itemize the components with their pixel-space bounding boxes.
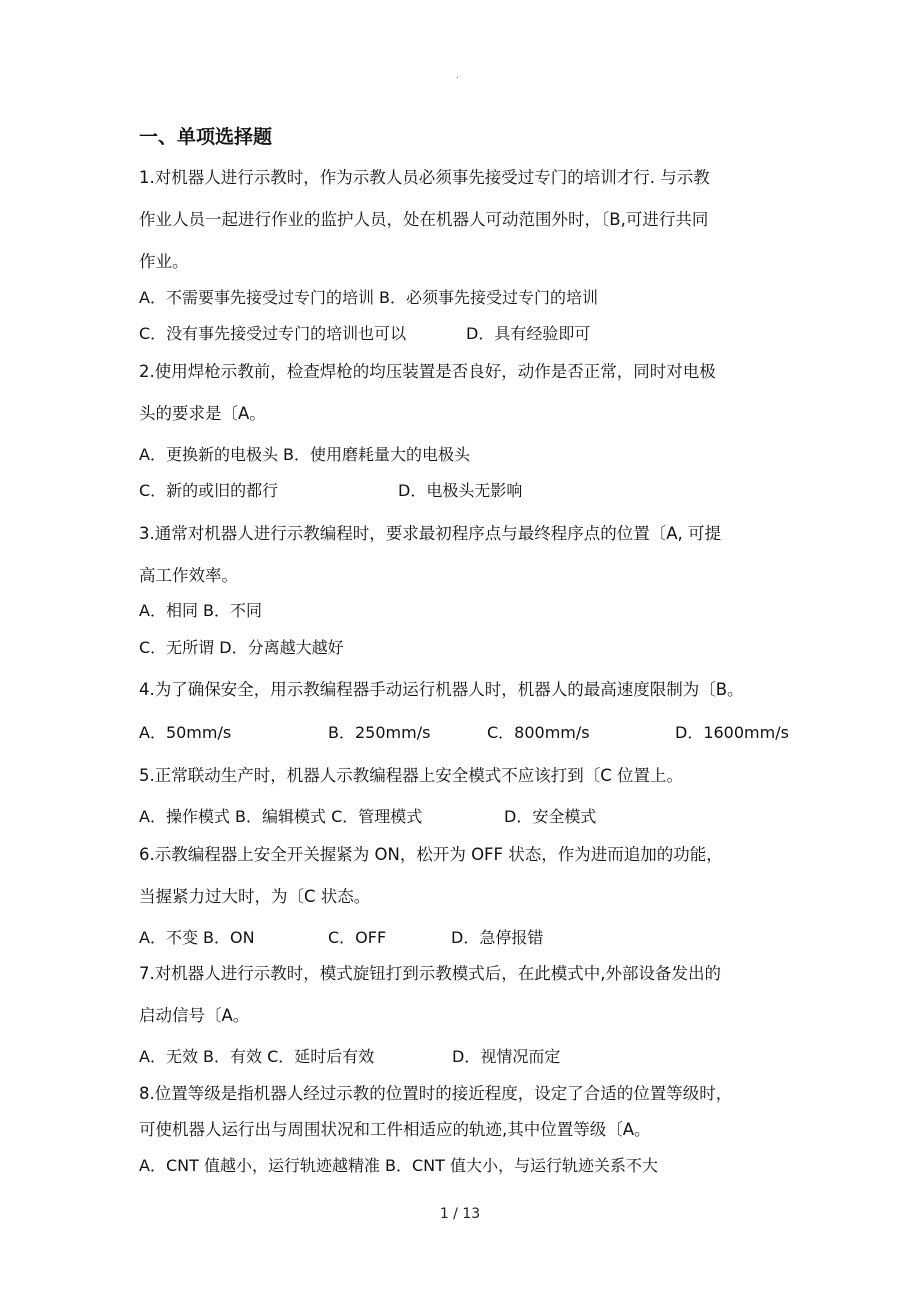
question-2-option-d: D．电极头无影响: [398, 481, 523, 500]
question-2-line-1: 2.使用焊枪示教前，检查焊枪的均压装置是否良好，动作是否正常，同时对电极: [139, 362, 716, 381]
question-3-options-cd: C．无所谓 D．分离越大越好: [139, 638, 344, 657]
question-3-options-ab: A．相同 B．不同: [139, 601, 263, 620]
question-4-option-c: C．800mm/s: [487, 723, 590, 742]
question-6-line-1: 6.示教编程器上安全开关握紧为 ON，松开为 OFF 状态，作为进而追加的功能，: [139, 845, 723, 864]
section-title: 一、单项选择题: [139, 126, 273, 148]
question-6-option-c: C．OFF: [328, 928, 387, 947]
question-5-line-1: 5.正常联动生产时，机器人示教编程器上安全模式不应该打到〔C 位置上。: [139, 766, 684, 785]
page-number: 1 / 13: [439, 1206, 481, 1222]
question-6-option-d: D．急停报错: [451, 928, 544, 947]
question-6-options-ab: A．不变 B．ON: [139, 928, 255, 947]
question-7-line-2: 启动信号〔A。: [139, 1006, 250, 1025]
question-1-option-d: D．具有经验即可: [466, 324, 591, 343]
question-4-option-b: B．250mm/s: [328, 723, 431, 742]
question-5-option-d: D．安全模式: [504, 807, 597, 826]
question-4-line-1: 4.为了确保安全，用示教编程器手动运行机器人时，机器人的最高速度限制为〔B。: [139, 680, 744, 699]
question-8-line-2: 可使机器人运行出与周围状况和工件相适应的轨迹,其中位置等级〔A。: [139, 1120, 651, 1139]
question-2-options-ab: A．更换新的电极头 B．使用磨耗量大的电极头: [139, 445, 471, 464]
question-3-line-2: 高工作效率。: [139, 566, 238, 585]
question-3-line-1: 3.通常对机器人进行示教编程时，要求最初程序点与最终程序点的位置〔A, 可提: [139, 524, 722, 543]
question-7-option-d: D．视情况而定: [452, 1047, 561, 1066]
question-8-options-ab: A．CNT 值越小，运行轨迹越精准 B．CNT 值大小，与运行轨迹关系不大: [139, 1156, 659, 1175]
question-1-line-1: 1.对机器人进行示教时，作为示教人员必须事先接受过专门的培训才行. 与示教: [139, 168, 710, 187]
question-2-line-2: 头的要求是〔A。: [139, 404, 266, 423]
question-1-line-3: 作业。: [139, 252, 189, 271]
question-5-options-abc: A．操作模式 B．编辑模式 C．管理模式: [139, 807, 423, 826]
header-mark: .: [456, 70, 460, 81]
question-7-options-abc: A．无效 B．有效 C．延时后有效: [139, 1047, 375, 1066]
question-2-option-c: C．新的或旧的都行: [139, 481, 279, 500]
question-6-line-2: 当握紧力过大时，为〔C 状态。: [139, 887, 371, 906]
question-4-option-d: D．1600mm/s: [675, 723, 789, 742]
question-1-option-c: C．没有事先接受过专门的培训也可以: [139, 324, 407, 343]
question-7-line-1: 7.对机器人进行示教时，模式旋钮打到示教模式后，在此模式中,外部设备发出的: [139, 964, 721, 983]
question-1-options-ab: A．不需要事先接受过专门的培训 B．必须事先接受过专门的培训: [139, 288, 599, 307]
question-1-line-2: 作业人员一起进行作业的监护人员，处在机器人可动范围外时，〔B,可进行共同: [139, 210, 709, 229]
question-8-line-1: 8.位置等级是指机器人经过示教的位置时的接近程度，设定了合适的位置等级时，: [139, 1084, 733, 1103]
question-4-option-a: A．50mm/s: [139, 723, 232, 742]
